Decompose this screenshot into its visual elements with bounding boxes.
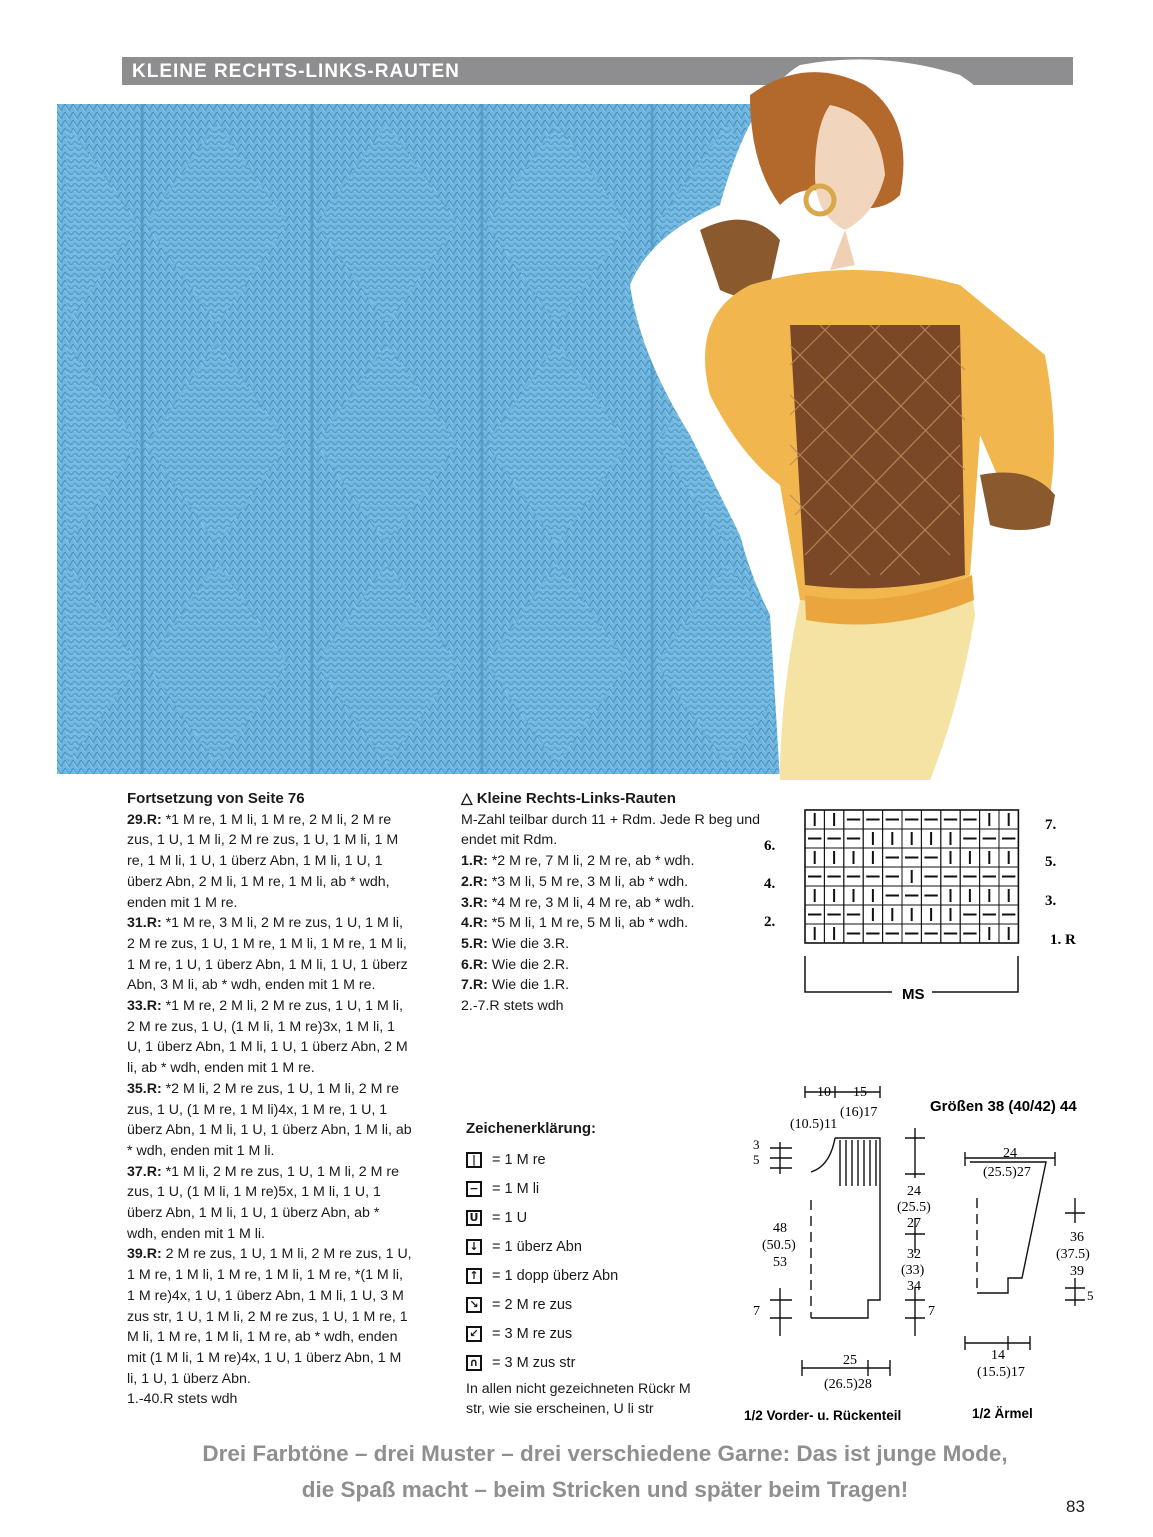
repeat-note: 1.-40.R stets wdh bbox=[127, 1391, 238, 1408]
svg-text:7: 7 bbox=[928, 1304, 935, 1319]
svg-text:48: 48 bbox=[773, 1221, 787, 1236]
svg-text:32: 32 bbox=[907, 1247, 921, 1262]
legend-item: ↙ = 3 M re zus bbox=[466, 1319, 736, 1348]
pattern-instructions bbox=[461, 789, 766, 1017]
svg-text:(25.5): (25.5) bbox=[897, 1200, 931, 1215]
legend-note: In allen nicht gezeichneten Rückr M str, wie sie erscheinen, U li str bbox=[466, 1381, 691, 1417]
chart-row-label: 7. bbox=[1045, 817, 1057, 833]
legend-item: ∩ = 3 M zus str bbox=[466, 1348, 736, 1377]
symbol-legend bbox=[466, 1120, 736, 1419]
tagline bbox=[60, 1436, 1150, 1508]
svg-text:34: 34 bbox=[907, 1279, 921, 1294]
chart-row-label: 4. bbox=[764, 876, 776, 892]
sizes-label: Größen 38 (40/42) 44 bbox=[930, 1098, 1077, 1115]
front-caption: 1/2 Vorder- u. Rückenteil bbox=[744, 1408, 902, 1423]
chart-row-label: 2. bbox=[764, 914, 776, 930]
svg-text:(37.5): (37.5) bbox=[1056, 1247, 1090, 1262]
instruction-row: 5.R: Wie die 3.R. bbox=[461, 935, 570, 952]
svg-text:5: 5 bbox=[1087, 1288, 1094, 1303]
svg-text:(50.5): (50.5) bbox=[762, 1238, 796, 1253]
legend-item: U = 1 U bbox=[466, 1203, 736, 1232]
instruction-row: 33.R: *1 M re, 2 M li, 2 M re zus, 1 U, 1 M li, 2 M re zus, 1 U, (1 M li, 1 M re)3x, 1 M li, 1 U, 1 überz Abn, 1 M li, 1 U, 1 überz Abn, 2 M li, ab * wdh, enden mit 1 M re. bbox=[127, 998, 408, 1077]
svg-text:24: 24 bbox=[1003, 1146, 1017, 1161]
svg-text:15: 15 bbox=[853, 1085, 867, 1100]
legend-title: Zeichenerklärung: bbox=[466, 1120, 597, 1137]
svg-text:3: 3 bbox=[753, 1137, 760, 1152]
k3tog-symbol-icon: ↙ bbox=[466, 1326, 482, 1342]
instruction-row: 4.R: *5 M li, 1 M re, 5 M li, ab * wdh. bbox=[461, 915, 689, 932]
page-number: 83 bbox=[1066, 1497, 1085, 1516]
instruction-row: 7.R: Wie die 1.R. bbox=[461, 977, 570, 994]
svg-text:14: 14 bbox=[991, 1348, 1005, 1363]
svg-text:5: 5 bbox=[753, 1152, 760, 1167]
svg-text:10: 10 bbox=[817, 1085, 831, 1100]
svg-text:7: 7 bbox=[753, 1304, 760, 1319]
legend-item: ↓ = 1 überz Abn bbox=[466, 1232, 736, 1261]
legend-item: − = 1 M li bbox=[466, 1174, 736, 1203]
continuation-heading: Fortsetzung von Seite 76 bbox=[127, 790, 305, 807]
svg-text:36: 36 bbox=[1070, 1230, 1084, 1245]
chart-ms-label: MS bbox=[902, 986, 925, 1003]
legend-item: ↑ = 1 dopp überz Abn bbox=[466, 1261, 736, 1290]
instruction-row: 3.R: *4 M re, 3 M li, 4 M re, ab * wdh. bbox=[461, 894, 695, 911]
legend-item: ↘ = 2 M re zus bbox=[466, 1290, 736, 1319]
tagline-line-2: die Spaß macht – beim Stricken und später beim Tragen! bbox=[301, 1477, 909, 1502]
svg-text:(10.5)11: (10.5)11 bbox=[790, 1117, 838, 1132]
svg-text:(33): (33) bbox=[901, 1263, 925, 1278]
svg-text:(25.5)27: (25.5)27 bbox=[983, 1165, 1031, 1180]
sleeve-caption: 1/2 Ärmel bbox=[972, 1406, 1033, 1421]
yarn-over-symbol-icon: U bbox=[466, 1210, 482, 1226]
purl-symbol-icon: − bbox=[466, 1181, 482, 1197]
knit-symbol-icon: | bbox=[466, 1152, 482, 1168]
instruction-row: 6.R: Wie die 2.R. bbox=[461, 956, 570, 973]
repeat-note: 2.-7.R stets wdh bbox=[461, 998, 564, 1015]
fashion-illustration bbox=[630, 55, 1080, 780]
svg-text:39: 39 bbox=[1070, 1264, 1084, 1279]
double-decrease-symbol-icon: ↑ bbox=[466, 1268, 482, 1284]
knitting-chart bbox=[752, 804, 1082, 1004]
svg-text:(16)17: (16)17 bbox=[840, 1105, 878, 1120]
svg-text:25: 25 bbox=[843, 1353, 857, 1368]
garment-schematics bbox=[740, 1078, 1100, 1428]
svg-text:(26.5)28: (26.5)28 bbox=[824, 1377, 872, 1392]
instruction-row: 37.R: *1 M li, 2 M re zus, 1 U, 1 M li, 2 M re zus, 1 U, (1 M li, 1 M re)5x, 1 M li, 1 U, 1 überz Abn, 1 M li, 1 U, 1 überz Abn, ab * wdh, enden mit 1 M li. bbox=[127, 1163, 400, 1242]
instruction-row: 29.R: *1 M re, 1 M li, 1 M re, 2 M li, 2 M re zus, 1 U, 1 M li, 2 M re zus, 1 U, 1 M li, 1 M re, 1 M li, 1 U, 1 überz Abn, 1 M li, 1 U, 1 überz Abn, 2 M li, 1 M re, 1 M li, ab * wdh, enden mit 1 M re. bbox=[127, 811, 399, 911]
svg-text:24: 24 bbox=[907, 1184, 921, 1199]
instruction-row: 2.R: *3 M li, 5 M re, 3 M li, ab * wdh. bbox=[461, 873, 689, 890]
svg-text:53: 53 bbox=[773, 1255, 787, 1270]
chart-row-label: 6. bbox=[764, 838, 776, 854]
chart-row-label: 1. R bbox=[1050, 932, 1076, 948]
svg-text:(15.5)17: (15.5)17 bbox=[977, 1365, 1025, 1380]
instruction-row: 1.R: *2 M re, 7 M li, 2 M re, ab * wdh. bbox=[461, 853, 695, 870]
instruction-row: 35.R: *2 M li, 2 M re zus, 1 U, 1 M li, 2 M re zus, 1 U, (1 M re, 1 M li)4x, 1 M re, 1 U, 1 überz Abn, 1 M li, 1 U, 1 überz Abn, 1 M li, ab * wdh, enden mit 1 M li. bbox=[127, 1080, 412, 1159]
legend-item: | = 1 M re bbox=[466, 1145, 736, 1174]
k2tog-symbol-icon: ↘ bbox=[466, 1297, 482, 1313]
chart-row-label: 5. bbox=[1045, 854, 1057, 870]
pattern-intro: M-Zahl teilbar durch 11 + Rdm. Jede R beg und endet mit Rdm. bbox=[461, 811, 761, 849]
instructions-continued bbox=[127, 789, 412, 1410]
page-title: KLEINE RECHTS-LINKS-RAUTEN bbox=[132, 61, 460, 82]
tagline-line-1: Drei Farbtöne – drei Muster – drei verschiedene Garne: Das ist junge Mode, bbox=[202, 1441, 1008, 1466]
chart-row-label: 3. bbox=[1045, 893, 1057, 909]
instruction-row: 39.R: 2 M re zus, 1 U, 1 M li, 2 M re zus, 1 U, 1 M re, 1 M li, 1 M re, 1 M li, 1 M re, *(1 M li, 1 M re)4x, 1 U, 1 überz Abn, 1 M li, 1 U, 3 M zus str, 1 U, 1 M li, 2 M re zus, 1 U, 1 M re, 1 M li, 1 M re, 1 M li, 1 M re, ab * wdh, enden mit (1 M li, 1 M re)4x, 1 U, 1 überz Abn, 1 M li, 1 U, 1 überz Abn. bbox=[127, 1246, 412, 1387]
chart-grid bbox=[805, 810, 1018, 943]
s3tog-symbol-icon: ∩ bbox=[466, 1355, 482, 1371]
pattern-heading: △ Kleine Rechts-Links-Rauten bbox=[461, 790, 676, 807]
decrease-symbol-icon: ↓ bbox=[466, 1239, 482, 1255]
svg-text:27: 27 bbox=[907, 1216, 921, 1231]
instruction-row: 31.R: *1 M re, 3 M li, 2 M re zus, 1 U, 1 M li, 2 M re zus, 1 U, 1 M re, 1 M li, 1 M re, 1 M li, 1 M re, 1 U, 1 überz Abn, 1 M li, 1 U, 1 überz Abn, 3 M li, ab * wdh, enden mit 1 M re. bbox=[127, 915, 408, 994]
